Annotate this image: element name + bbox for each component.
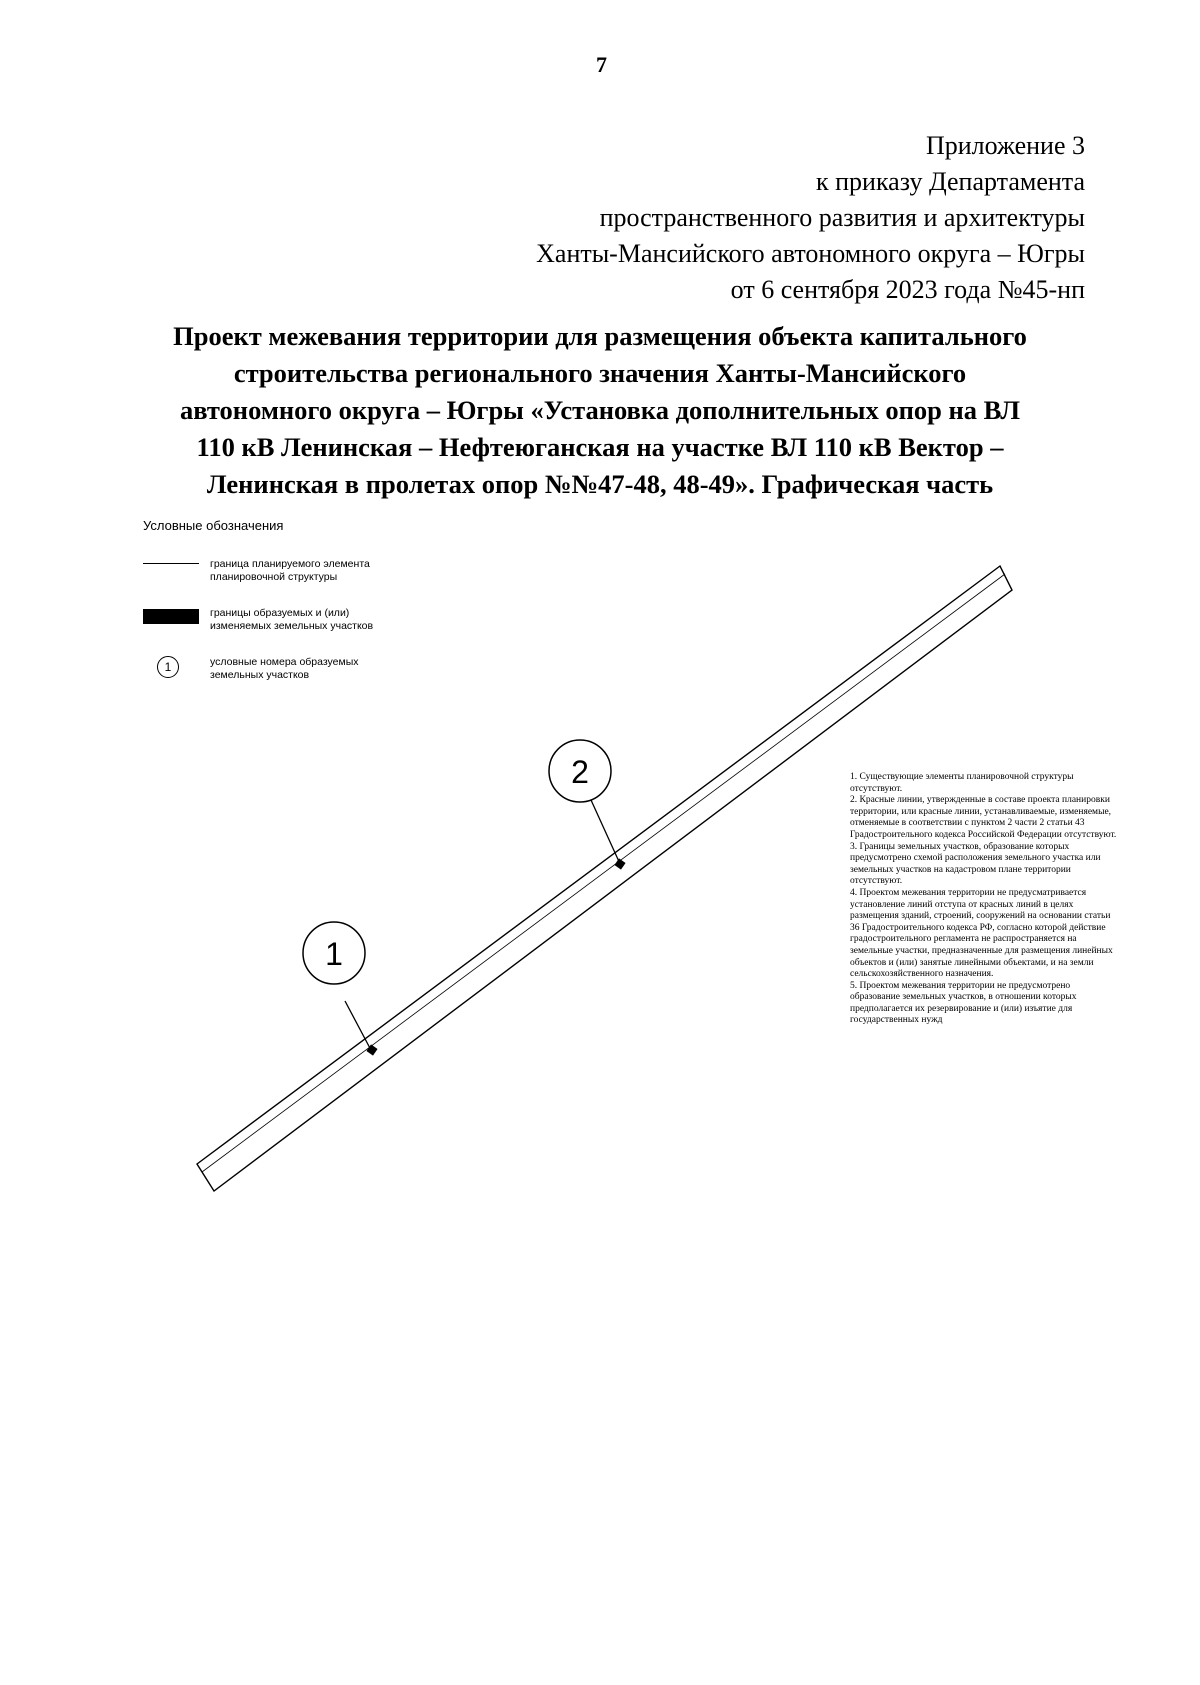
drawing-notes [850, 772, 1120, 1027]
legend-text-line: изменяемых земельных участков [210, 620, 374, 632]
callout-leader-2 [591, 800, 621, 866]
note-paragraph: 3. Границы земельных участков, образование которых предусмотрено схемой расположения земельного участка или земельных участков на кадастровом плане территории отсутствуют. [850, 841, 1101, 887]
plot-callout-label-2: 2 [571, 754, 589, 790]
page-number: 7 [596, 52, 607, 77]
legend-text-line: граница планируемого элемента [210, 558, 370, 570]
plot-callout-label-1: 1 [325, 936, 343, 972]
legend-text-line: условные номера образуемых [210, 656, 359, 668]
plot-marker-1 [366, 1044, 377, 1055]
legend-text-line: земельных участков [210, 669, 310, 681]
title-line: автономного округа – Югры «Установка дополнительных опор на ВЛ [179, 395, 1021, 425]
title-line: Ленинская в пролетах опор №№47-48, 48-49». Графическая часть [206, 469, 994, 499]
title-line: Проект межевания территории для размещения объекта капитального [173, 321, 1027, 351]
appendix-line: к приказу Департамента [815, 167, 1085, 196]
legend-text-line: планировочной структуры [210, 571, 338, 583]
note-paragraph: 5. Проектом межевания территории не предусмотрено образование земельных участков, в отношении которых предполагается их резервирование и (или) изъятие для государственных нужд [850, 980, 1077, 1026]
note-paragraph: 1. Существующие элементы планировочной структуры отсутствуют. [850, 772, 1074, 794]
note-paragraph: 2. Красные линии, утвержденные в составе проекта планировки территории, или красные линии, устанавливаемые, изменяемые, отменяемые в соответствии с пунктом 2 части 2 статьи 43 Градостроительного кодекса Российской Федерации отсутствуют. [850, 795, 1117, 840]
circle-number-icon: 1 [157, 656, 179, 678]
appendix-line: от 6 сентября 2023 года №45-нп [730, 275, 1085, 304]
appendix-line: Приложение 3 [925, 131, 1085, 160]
appendix-line: Ханты-Мансийского автономного округа – Югры [536, 239, 1085, 268]
note-paragraph: 4. Проектом межевания территории не предусматривается установление линий отступа от красных линий в целях размещения зданий, строений, сооружений на основании статьи 36 Градостроительного кодекса РФ, согласно которой действие градостроительного регламента не распространяется на земельные участки, предназначенные для размещения линейных объектов и (или) занятые линейными объектами, и на земли сельскохозяйственного назначения. [850, 887, 1113, 980]
appendix-line: пространственного развития и архитектуры [599, 203, 1085, 232]
title-line: 110 кВ Ленинская – Нефтеюганская на участке ВЛ 110 кВ Вектор – [196, 432, 1004, 462]
legend-text-line: границы образуемых и (или) [210, 607, 350, 619]
plot-marker-2 [614, 858, 625, 869]
legend-heading: Условные обозначения [143, 518, 284, 533]
title-line: строительства регионального значения Ханты-Мансийского [233, 358, 967, 388]
